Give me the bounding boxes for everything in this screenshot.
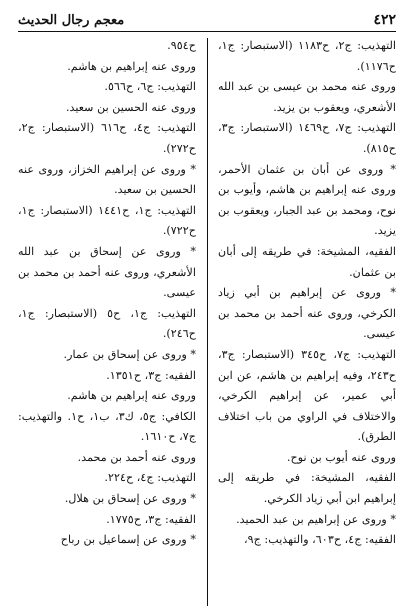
right-col-para: التهذيب: ج٢، ح١١٨٣ (الاستبصار: ج١، ح١١٧٦). [218,39,396,73]
left-col-para: * وروى عن إبراهيم الخزاز، وروى عنه الحسين بن سعيد. [18,162,196,197]
right-column [218,36,396,606]
right-col-para: وروى عنه أيوب بن نوح. [286,450,396,464]
left-col-para: التهذيب: ج١، ح٥ (الاستبصار: ج١، ح٢٤٦). [18,306,196,341]
header-divider [18,31,396,32]
page-header [18,6,396,28]
left-col-para: التهذيب: ج٦، ح٥٦٦. [104,80,196,94]
page-number: ٤٢٢ [373,12,396,28]
left-column [18,36,196,606]
left-col-para: التهذيب: ج١، ح١٤٤١ (الاستبصار: ج١، ح٧٢٢). [18,203,196,238]
left-col-para: * وروى عن إسماعيل بن رباح [60,533,196,547]
right-col-para: وروى عنه محمد بن عيسى بن عبد الله الأشعري، ويعقوب بن يزيد. [218,80,396,114]
column-divider [207,38,208,606]
right-col-para: الفقيه: ج٤، ح٦٠٣، والتهذيب: ج٩، [244,533,396,547]
right-col-para: * وروى عن أبان بن عثمان الأحمر، وروى عنه إبراهيم بن هاشم، وأيوب بن نوح، ومحمد بن عبد الجبار، ويعقوب بن يزيد. [218,162,396,238]
left-col-para: ح٩٥٤. [167,39,196,52]
text-columns [18,36,396,606]
left-col-para: التهذيب: ج٤، ح٢٢٤. [104,471,196,485]
left-col-para: * وروى عن إسحاق بن هلال. [64,492,196,506]
left-col-para: * وروى عن إسحاق بن عمار. [63,347,196,361]
left-col-para: وروى عنه الحسين بن سعيد. [65,100,196,114]
right-col-para: التهذيب: ج٧، ح١٤٦٩ (الاستبصار: ج٣، ح٨١٥). [218,121,396,155]
left-col-para: الكافي: ج٥، ك٣، ب١، ح١. والتهذيب: ج٧، ح١٦١٠. [18,409,196,444]
left-col-para: التهذيب: ج٤، ح٦١٦ (الاستبصار: ج٢، ح٢٧٢). [18,121,196,155]
left-col-para: وروى عنه إبراهيم بن هاشم. [67,59,196,73]
right-col-para: الفقيه، المشيخة: في طريقه إلى إبراهيم ابن أبي زياد الكرخي. [218,471,396,506]
left-col-para: الفقيه: ج٣، ح١٧٧٥. [106,512,196,526]
left-col-para: وروى عنه إبراهيم بن هاشم. [67,389,196,403]
right-col-para: التهذيب: ج٧، ح٣٤٥ (الاستبصار: ج٣، ح٢٤٣، وفيه إبراهيم بن هاشم، عن ابن أبي عمير، عن إبراهيم الكرخي، والاختلاف في الراوي من باب اختلاف الطرق). [218,347,396,444]
left-col-para: * وروى عن إسحاق بن عبد الله الأشعري، وروى عنه أحمد بن محمد بن عيسى. [18,244,196,300]
left-col-para: الفقيه: ج٣، ح١٣٥١. [106,368,196,382]
right-col-para: * وروى عن إبراهيم بن عبد الحميد. [236,512,396,526]
book-title: معجم رجال الحديث [18,13,125,28]
right-col-para: * وروى عن إبراهيم بن أبي زياد الكرخي، وروى عنه أحمد بن محمد بن عيسى. [218,286,396,341]
right-col-para: الفقيه، المشيخة: في طريقه إلى أبان بن عثمان. [218,244,396,279]
left-col-para: وروى عنه أحمد بن محمد. [77,450,196,464]
